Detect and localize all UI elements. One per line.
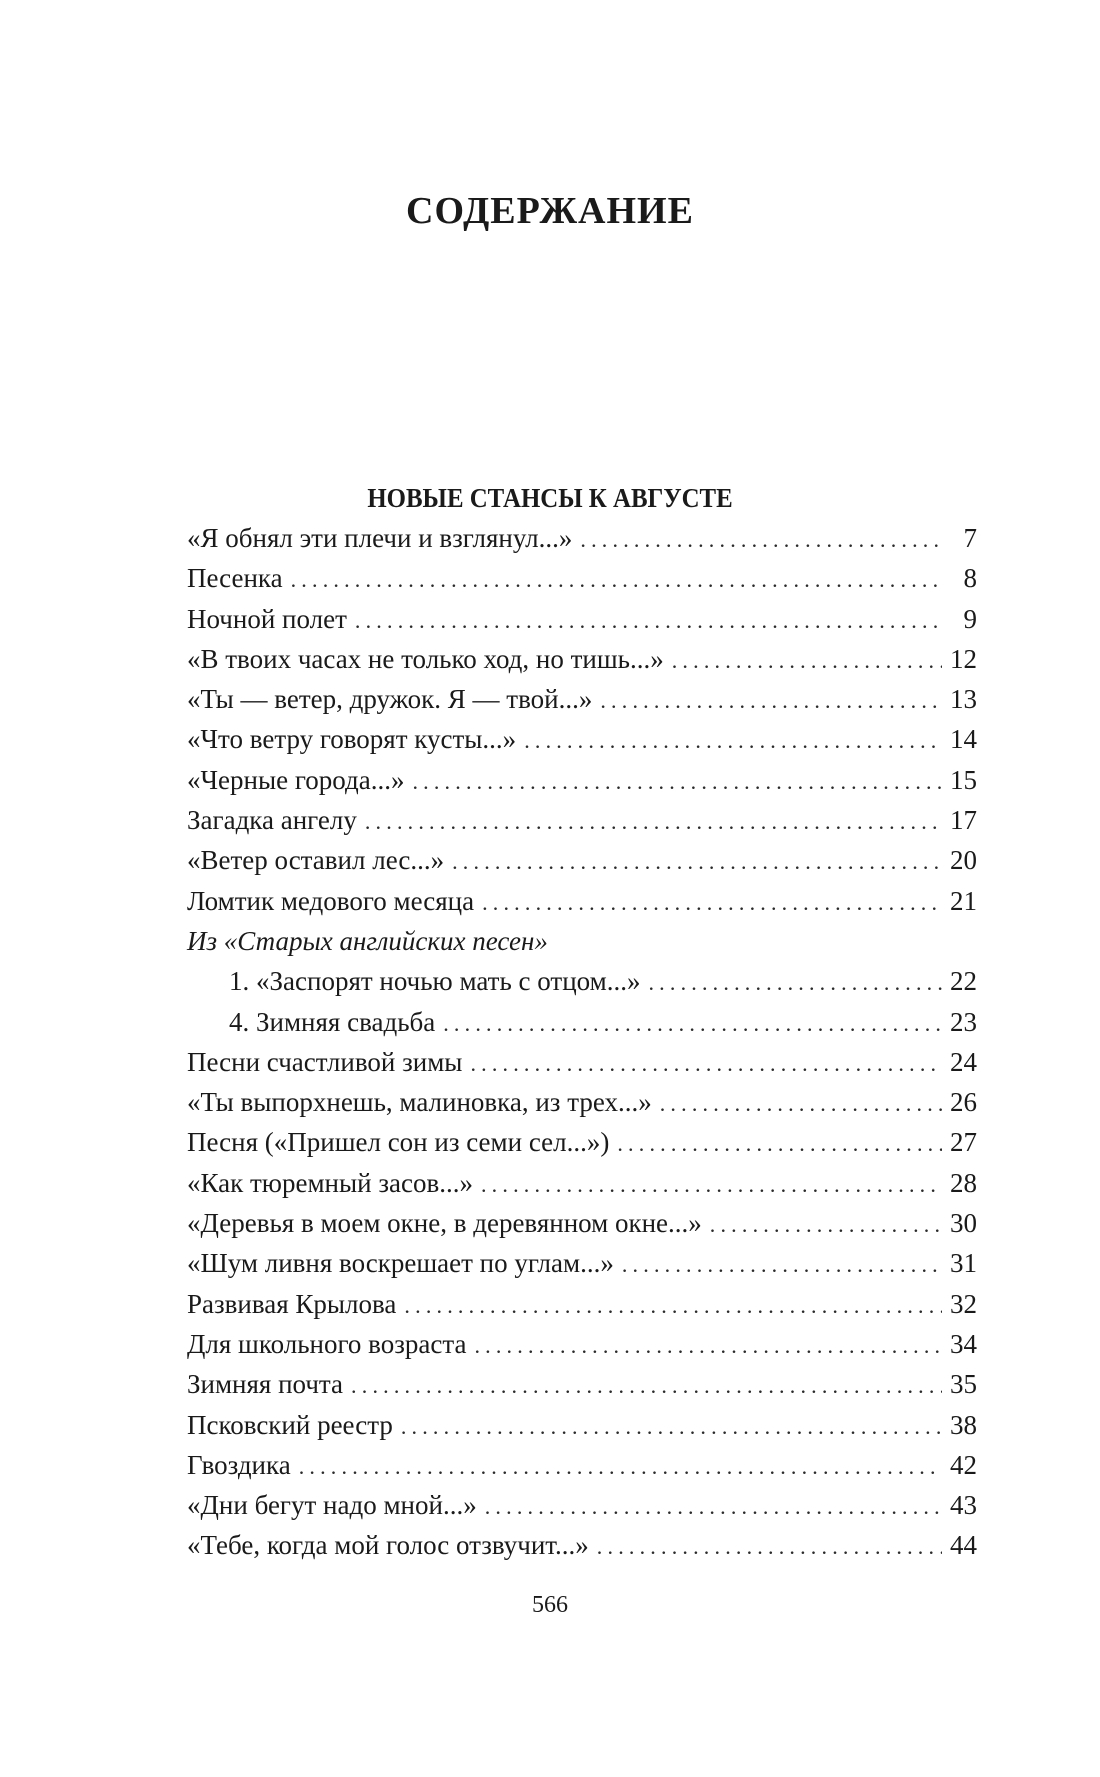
dot-leader	[481, 1165, 942, 1205]
toc-entry-title: «Шум ливня воскрешает по углам...»	[187, 1248, 614, 1279]
toc-entry-title: Песни счастливой зимы	[187, 1046, 463, 1077]
toc-entry[interactable]	[187, 1364, 977, 1404]
dot-leader	[580, 520, 943, 560]
toc-entry-page: 34	[950, 1328, 977, 1359]
toc-entry-page: 12	[950, 643, 977, 674]
table-of-contents	[187, 518, 977, 1566]
toc-subentry[interactable]	[187, 961, 977, 1001]
toc-entry[interactable]	[187, 679, 977, 719]
dot-leader	[452, 842, 942, 882]
toc-entry-page: 17	[950, 805, 977, 836]
toc-entry-page: 38	[950, 1409, 977, 1440]
toc-entry-page: 22	[950, 966, 977, 997]
toc-entry-page: 43	[950, 1490, 977, 1521]
toc-entry-page: 14	[950, 724, 977, 755]
toc-entry-title: «Что ветру говорят кусты...»	[187, 724, 517, 755]
section-title: НОВЫЕ СТАНСЫ К АВГУСТЕ	[367, 483, 733, 514]
toc-entry-page: 9	[963, 603, 977, 634]
toc-entry-title: «Я обнял эти плечи и взглянул...»	[187, 523, 573, 553]
dot-leader	[600, 681, 942, 721]
toc-entry-title: Загадка ангелу	[187, 805, 357, 836]
dot-leader	[597, 1527, 942, 1567]
page-title: СОДЕРЖАНИЕ	[406, 190, 694, 233]
dot-leader	[524, 721, 942, 761]
toc-entry[interactable]	[187, 1405, 977, 1445]
dot-leader	[412, 762, 942, 802]
toc-entry[interactable]	[187, 558, 977, 598]
toc-entry-title: «Дни бегут надо мной...»	[187, 1490, 477, 1521]
toc-entry[interactable]	[187, 639, 977, 679]
toc-entry[interactable]	[187, 1122, 977, 1162]
dot-leader	[355, 601, 943, 641]
toc-entry-title: Ломтик медового месяца	[187, 885, 475, 916]
toc-entry[interactable]	[187, 1203, 977, 1243]
toc-entry-title: Ночной полет	[187, 603, 347, 634]
toc-entry-title: Для школьного возраста	[187, 1328, 467, 1359]
dot-leader	[404, 1286, 942, 1326]
toc-entry-title: «Черные города...»	[187, 764, 405, 795]
toc-entry-page: 44	[950, 1530, 977, 1561]
toc-entry[interactable]	[187, 1163, 977, 1203]
dot-leader	[485, 1487, 942, 1527]
toc-entry[interactable]	[187, 599, 977, 639]
dot-leader	[622, 1245, 942, 1285]
toc-entry-page: 23	[950, 1006, 977, 1037]
toc-entry[interactable]	[187, 1082, 977, 1122]
toc-entry-page: 8	[963, 563, 977, 594]
toc-entry-page: 35	[950, 1369, 977, 1400]
toc-entry-page: 28	[950, 1167, 977, 1198]
toc-entry[interactable]	[187, 719, 977, 759]
dot-leader	[648, 963, 942, 1003]
toc-entry[interactable]	[187, 1284, 977, 1324]
toc-entry[interactable]	[187, 1445, 977, 1485]
toc-entry[interactable]	[187, 1525, 977, 1565]
dot-leader	[617, 1124, 942, 1164]
toc-entry[interactable]	[187, 1243, 977, 1283]
toc-entry-page: 15	[950, 764, 977, 795]
toc-entry-title: 1. «Заспорят ночью мать с отцом...»	[229, 966, 641, 997]
toc-entry-title: Псковский реестр	[187, 1409, 393, 1440]
dot-leader	[401, 1407, 942, 1447]
toc-group-heading	[187, 921, 977, 961]
toc-subentry[interactable]	[187, 1002, 977, 1042]
toc-entry-page: 32	[950, 1288, 977, 1319]
toc-entry-page: 20	[950, 845, 977, 876]
dot-leader	[470, 1044, 942, 1084]
dot-leader	[299, 1447, 942, 1487]
toc-entry-title: «Тебе, когда мой голос отзвучит...»	[187, 1530, 589, 1561]
toc-entry-page: 13	[950, 684, 977, 715]
toc-entry-title: Зимняя почта	[187, 1369, 344, 1400]
toc-entry-page: 26	[950, 1087, 977, 1118]
dot-leader	[291, 560, 943, 600]
toc-entry[interactable]	[187, 760, 977, 800]
toc-entry-title: «Ты выпорхнешь, малиновка, из трех...»	[187, 1087, 652, 1118]
toc-entry-page: 7	[963, 523, 977, 553]
toc-entry-page: 24	[950, 1046, 977, 1077]
toc-entry-title: «Деревья в моем окне, в деревянном окне...»	[187, 1208, 702, 1239]
dot-leader	[672, 641, 942, 681]
toc-entry-title: «Ветер оставил лес...»	[187, 845, 445, 876]
dot-leader	[474, 1326, 942, 1366]
toc-entry[interactable]	[187, 1042, 977, 1082]
toc-entry-title: «Как тюремный засов...»	[187, 1167, 473, 1198]
toc-entry[interactable]	[187, 800, 977, 840]
toc-entry[interactable]	[187, 518, 977, 558]
toc-entry[interactable]	[187, 1324, 977, 1364]
dot-leader	[710, 1205, 942, 1245]
dot-leader	[443, 1004, 942, 1044]
toc-entry-title: «В твоих часах не только ход, но тишь...»	[187, 643, 664, 674]
toc-entry-title: Гвоздика	[187, 1449, 291, 1480]
dot-leader	[351, 1366, 942, 1406]
dot-leader	[365, 802, 942, 842]
toc-entry-title: «Ты — ветер, дружок. Я — твой...»	[187, 684, 593, 715]
toc-entry-page: 42	[950, 1449, 977, 1480]
toc-entry[interactable]	[187, 1485, 977, 1525]
toc-entry-page: 27	[950, 1127, 977, 1158]
toc-entry[interactable]	[187, 881, 977, 921]
toc-entry-title: 4. Зимняя свадьба	[229, 1006, 436, 1037]
dot-leader	[660, 1084, 942, 1124]
toc-entry-title: Развивая Крылова	[187, 1288, 397, 1319]
toc-entry-title: Песня («Пришел сон из семи сел...»)	[187, 1127, 610, 1158]
toc-group-title: Из «Старых английских песен»	[187, 925, 548, 956]
toc-entry-page: 30	[950, 1208, 977, 1239]
page-number: 566	[532, 1592, 568, 1618]
toc-entry-page: 21	[950, 885, 977, 916]
toc-entry[interactable]	[187, 840, 977, 880]
toc-entry-page: 31	[950, 1248, 977, 1279]
toc-entry-title: Песенка	[187, 563, 283, 594]
dot-leader	[482, 883, 942, 923]
